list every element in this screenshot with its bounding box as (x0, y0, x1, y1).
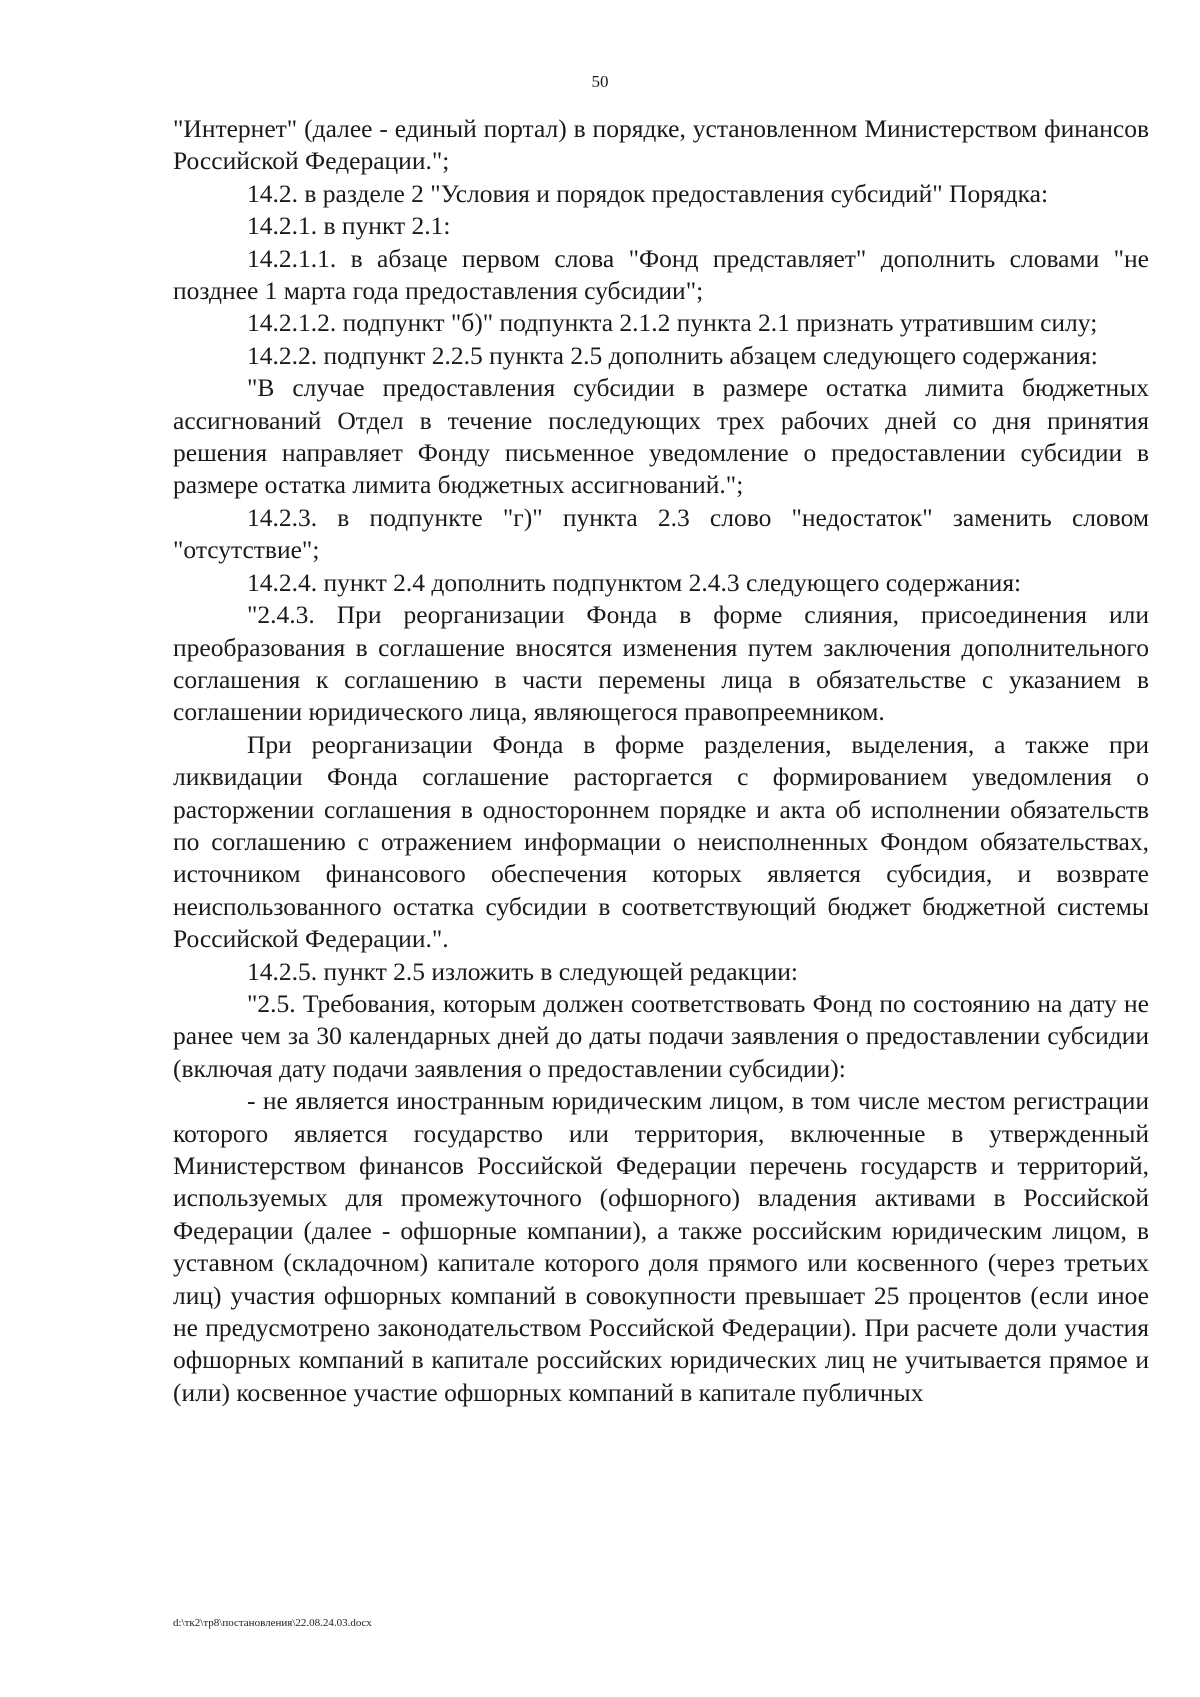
paragraph-2-5: "2.5. Требования, которым должен соответствовать Фонд по состоянию на дату не ранее чем за 30 календарных дней до даты подачи заявления о предоставлении субсидии (включая дату подачи заявления о предоставлении субсидии): (173, 988, 1149, 1083)
paragraph-continuation: "Интернет" (далее - единый портал) в порядке, установленном Министерством финансов Российской Федерации."; (173, 114, 1149, 176)
footer-file-path: d:\тк2\тр8\постановления\22.08.24.03.docx (173, 1617, 372, 1629)
paragraph-14-2-4: 14.2.4. пункт 2.4 дополнить подпунктом 2.4.3 следующего содержания: (247, 567, 1022, 597)
paragraph-14-2-3: 14.2.3. в подпункте "г)" пункта 2.3 слово "недостаток" заменить словом "отсутствие"; (173, 502, 1149, 565)
paragraph-reorganization: При реорганизации Фонда в форме разделения, выделения, а также при ликвидации Фонда соглашение расторгается с формированием уведомления о расторжении соглашения в одностороннем порядке и акта об исполнении обязательств по соглашению с отражением информации о неисполненных Фондом обязательствах, источником финансового обеспечения которых является субсидия, и возврате неиспользованного остатка субсидии в соответствующий бюджет бюджетной системы Российской Федерации.". (173, 729, 1149, 954)
page-number: 50 (591, 72, 609, 91)
paragraph-14-2-1-1: 14.2.1.1. в абзаце первом слова "Фонд представляет" дополнить словами "не позднее 1 марта года предоставления субсидии"; (173, 243, 1149, 306)
paragraph-14-2-5: 14.2.5. пункт 2.5 изложить в следующей редакции: (247, 956, 798, 986)
paragraph-requirement-offshore: - не является иностранным юридическим лицом, в том числе местом регистрации которого является государство или территория, включенные в утвержденный Министерством финансов Российской Федерации перечень государств и территорий, используемых для промежуточного (офшорного) владения активами в Российской Федерации (далее - офшорные компании), а также российским юридическим лицом, в уставном (складочном) капитале которого доля прямого или косвенного (через третьих лиц) участия офшорных компаний в совокупности превышает 25 процентов (если иное не предусмотрено законодательством Российской Федерации). При расчете доли участия офшорных компаний в капитале российских юридических лиц не учитывается прямое и (или) косвенное участие офшорных компаний в капитале публичных (173, 1086, 1149, 1407)
paragraph-14-2-1: 14.2.1. в пункт 2.1: (247, 211, 451, 241)
document-body (173, 113, 1149, 1409)
paragraph-2-4-3: "2.4.3. При реорганизации Фонда в форме слияния, присоединения или преобразования в соглашение вносятся изменения путем заключения дополнительного соглашения к соглашению в части перемены лица в обязательстве с указанием в соглашении юридического лица, являющегося правопреемником. (173, 600, 1149, 727)
paragraph-14-2-2: 14.2.2. подпункт 2.2.5 пункта 2.5 дополнить абзацем следующего содержания: (247, 340, 1098, 370)
paragraph-14-2-1-2: 14.2.1.2. подпункт "б)" подпункта 2.1.2 пункта 2.1 признать утратившим силу; (247, 308, 1098, 338)
paragraph-14-2: 14.2. в разделе 2 "Условия и порядок предоставления субсидий" Порядка: (247, 178, 1049, 208)
paragraph-quote-subsidy: "В случае предоставления субсидии в размере остатка лимита бюджетных ассигнований Отдел в течение последующих трех рабочих дней со дня принятия решения направляет Фонду письменное уведомление о предоставлении субсидии в размере остатка лимита бюджетных ассигнований."; (173, 373, 1149, 500)
